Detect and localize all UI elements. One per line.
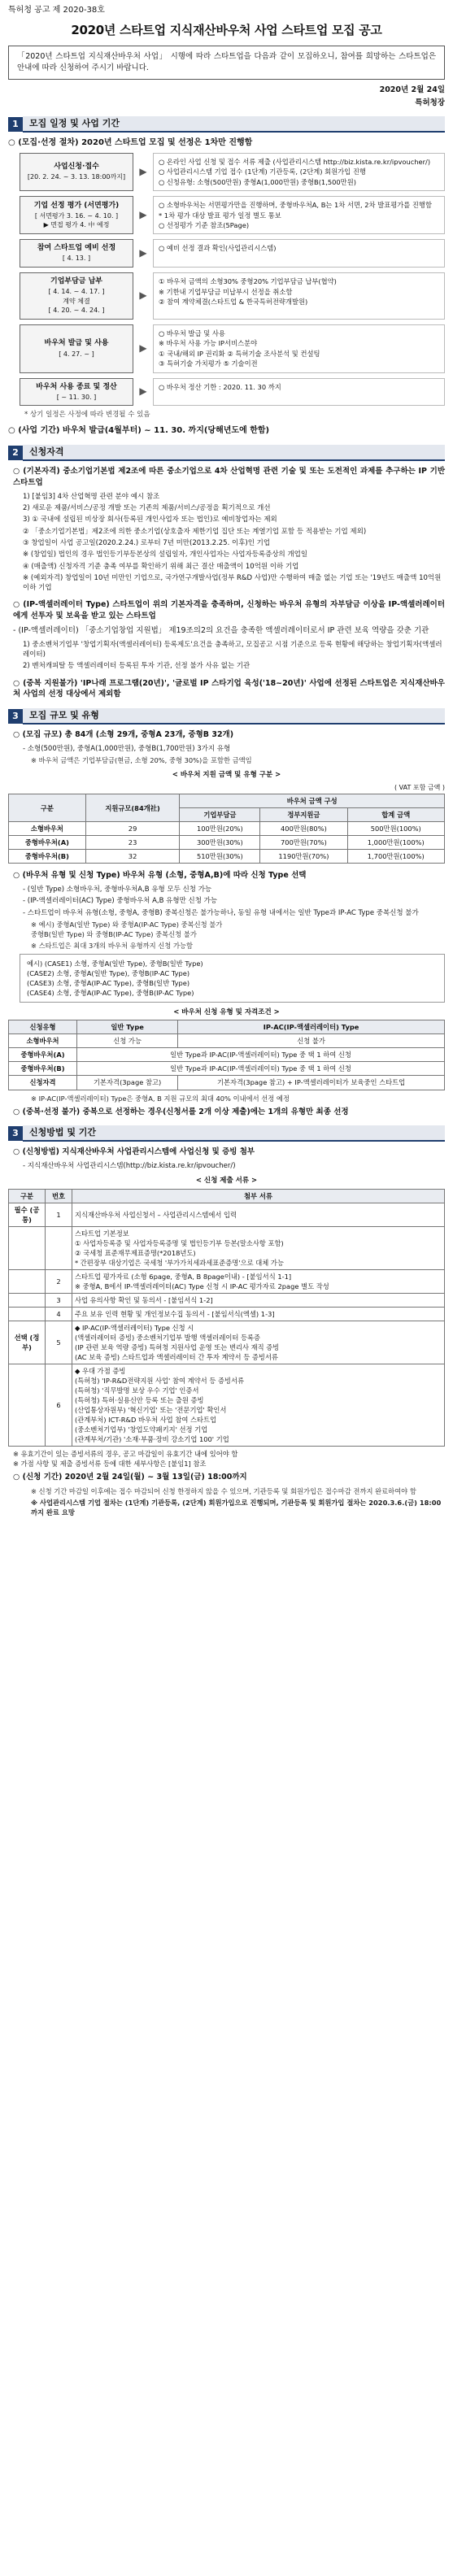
- table-row: [9, 1307, 445, 1321]
- table-cell: 1,700만원(100%): [347, 850, 445, 864]
- step-label: 바우처 발급 및 사용: [44, 339, 109, 348]
- flow-step: [20, 272, 445, 320]
- step-box: [20, 272, 133, 320]
- step-date: [ 4. 14. ~ 4. 17. ] 계약 체결 [ 4. 20. ~ 4. 24. ]: [48, 288, 105, 315]
- table-row: [9, 1321, 445, 1364]
- step-date: [ 4. 13. ]: [62, 255, 91, 263]
- table-cell: 23: [85, 836, 180, 850]
- table-cell: 500만원(100%): [347, 822, 445, 836]
- flow-note: * 상기 일정은 사정에 따라 변경될 수 있음: [24, 411, 150, 420]
- table-cell: 중형바우처(B): [9, 1062, 77, 1076]
- voucher-note: ※ 바우처 금액은 기업부담금(현금, 소형 20%, 중형 30%)을 포함한 금액임: [31, 756, 252, 765]
- arrow-right-icon: ▶: [139, 209, 147, 221]
- table-cell: 필수 (공통): [9, 1203, 46, 1226]
- table-cell: 510만원(30%): [180, 850, 260, 864]
- section-2-header: [8, 445, 445, 461]
- eligibility-item: ④ (매출액) 신청자격 기준 충족 여부를 확인하기 위해 최근 결산 매출액이 10억원 이하 기업: [23, 562, 299, 571]
- general-type: - (일반 Type) 소형바우처, 중형바우처A,B 유형 모두 신청 가능: [23, 886, 212, 894]
- table-cell: 선택 (정부): [9, 1321, 46, 1364]
- arrow-right-icon: ▶: [139, 385, 147, 398]
- step-box: [20, 196, 133, 234]
- table-row: [9, 1293, 445, 1307]
- table-header: 일반 Type: [77, 1020, 178, 1034]
- table-cell: 1: [46, 1203, 72, 1226]
- recruit-scale: ○ (모집 규모) 총 84개 (소형 29개, 중형A 23개, 중형B 32개): [13, 730, 234, 740]
- apply-system-link[interactable]: - 지식재산바우처 사업관리시스템(http://biz.kista.re.kr/ipvoucher/): [23, 1162, 236, 1171]
- notice-number: 특허청 공고 제 2020-38호: [8, 6, 105, 15]
- table-cell: 지식재산바우처 사업신청서 – 사업관리시스템에서 입력: [72, 1203, 445, 1226]
- table-cell: 주요 보유 인력 현황 및 개인정보수집 동의서 - [붙임서식(엑셀) 1-3]: [72, 1307, 445, 1321]
- section-1-header: [8, 116, 445, 133]
- eligibility-item: ③ 창업일이 사업 공고일(2020.2.24.) 로부터 7년 미만(2013.2.25. 이후)인 기업: [23, 538, 271, 547]
- table-cell: [9, 1364, 46, 1446]
- table-cell: 1190만원(70%): [260, 850, 347, 864]
- table-row: [9, 1034, 445, 1048]
- closing-note: ※ 사업관리시스템 기업 절차는 (1단계) 기관등록, (2단계) 회원가입으로 진행되며, 기관등록 및 회원가입 절차는 2020.3.6.(금) 18:00까지 완료 요망: [31, 1498, 442, 1516]
- table-caption: < 바우처 신청 유형 및 자격조건 >: [173, 1008, 280, 1017]
- section-number: 2: [8, 446, 23, 460]
- arrow-right-icon: ▶: [139, 289, 147, 302]
- table-row: [9, 836, 445, 850]
- ac-item: 2) 벤처캐피탈 등 액셀러레이터 등록된 투자 기관, 선정 불가 사유 없는 기관: [23, 662, 250, 671]
- type-examples: ※ 예시) 중형A(일반 Type) 와 중형A(IP-AC Type) 중복신청 불가 중형B(일반 Type) 와 중형B(IP-AC Type) 중복신청 불가: [31, 920, 223, 939]
- table-cell: 1,000만원(100%): [347, 836, 445, 850]
- agency-name: 특허청장: [415, 98, 445, 107]
- table-cell: 기본자격(3page 참고): [77, 1076, 178, 1090]
- apply-period: ○ (신청 기간) 2020년 2월 24일(월) ~ 3월 13일(금) 18:00까지: [13, 1473, 247, 1482]
- eligibility-item: ② 「중소기업기본법」제2조에 의한 중소기업(상호출자 제한기업 집단 또는 계열기업 포함 등 적용받는 기업 제외): [23, 527, 367, 536]
- table-cell: 일반 Type과 IP-AC(IP-액셀러레이터) Type 중 택 1 하여 신청: [77, 1062, 445, 1076]
- step-label: 참여 스타트업 예비 선정: [37, 244, 116, 253]
- table-cell: [9, 1226, 46, 1269]
- arrow-right-icon: ▶: [139, 342, 147, 355]
- section-title: 모집 규모 및 유형: [23, 708, 445, 724]
- schedule-flow: [20, 153, 445, 406]
- section-4-header: [8, 1125, 445, 1142]
- table-cell: 신청 불가: [178, 1034, 445, 1048]
- flow-step: [20, 153, 445, 191]
- table-row: [9, 1062, 445, 1076]
- ac-item: 1) 중소벤처기업부 '창업기획자(액셀러레이터) 등록제도'요건을 충족하고, 모집공고 시점 기준으로 등록 현황에 해당하는 창업기획자(액셀러레이터): [23, 640, 442, 659]
- step-date: [ 서면평가 3. 16. ~ 4. 10. ] ▶ 면접 평가 4. 中 예정: [34, 211, 119, 229]
- step-description: ○ 예비 선정 결과 확인(사업관리시스템): [153, 239, 445, 268]
- table-cell: ◆ 우대 가점 증빙 (특허청) 'IP-R&D전략지원 사업' 참여 계약서 등 증빙서류 (특허청) '직무발명 보상 우수 기업' 인증서 (특허청) 특허·실용신안 등록 또는 출원 증빙 (산업통상자원부) '혁신기업' 또는 '전문기업' 확인서 (관계부처) ICT-R&D 바우처 사업 참여 스타트업 (중소벤처기업부) '창업도약패키지' 선정 기업 (관계부처/기관) '소재·부품·장비 강소기업 100' 기업: [72, 1364, 445, 1446]
- table-row: [9, 1048, 445, 1062]
- table-header: 정부지원금: [260, 808, 347, 822]
- step-box: [20, 324, 133, 373]
- table-cell: 신청 가능: [77, 1034, 178, 1048]
- table-header: 합계 금액: [347, 808, 445, 822]
- flow-step: [20, 196, 445, 234]
- table-cell: 400만원(80%): [260, 822, 347, 836]
- step-date: [20. 2. 24. ~ 3. 13. 18:00까지]: [27, 173, 126, 181]
- table-cell: 4: [46, 1307, 72, 1321]
- table-header: 구분: [9, 794, 86, 822]
- table-cell: [9, 1293, 46, 1307]
- apply-method: ○ (신청방법) 지식재산바우처 사업관리시스템에 사업신청 및 증빙 첨부: [13, 1147, 255, 1157]
- step-description: ○ 바우처 정산 기한 : 2020. 11. 30 까지: [153, 378, 445, 407]
- table-cell: 기본자격(3page 참고) + IP-액셀러레이터가 보육중인 스타트업: [178, 1076, 445, 1090]
- step-description: ○ 바우처 발급 및 사용 ※ 바우처 사용 가능 IP서비스분야 ① 국내/해외 IP 권리화 ② 특허기술 조사분석 및 컨설팅 ③ 특허기술 가치평가 ⑤ 기술이전: [153, 324, 445, 373]
- section-title: 신청자격: [23, 445, 445, 461]
- step-description: ○ 소형바우처는 서면평가만을 진행하며, 중형바우처A, B는 1차 서면, 2차 발표평가를 진행함 * 1차 평가 대상 발표 평가 일정 별도 통보 ○ 선정평가 기준 참조(5Page): [153, 196, 445, 234]
- step-date: [ 4. 27. ~ ]: [59, 350, 94, 358]
- step-description: ① 바우처 금액의 소형30% 중형20% 기업부담금 납부(협약) ※ 기한내 기업부담금 미납부시 선정을 취소함 ② 참여 계약체결(스타트업 & 한국특허전략개발원): [153, 272, 445, 320]
- step-description: ○ 온라인 사업 신청 및 접수 서류 제출 (사업관리시스템 http://biz.kista.re.kr/ipvoucher/) ○ 사업관리시스템 기업 접수 (1단계) 기관등록, (2단계) 회원가입 진행 ○ 신청유형: 소형(500만원) 중형A(1,000만원) 중형B(1,500만원): [153, 153, 445, 191]
- voucher-types: - 소형(500만원), 중형A(1,000만원), 중형B(1,700만원) 3가지 유형: [23, 744, 231, 753]
- eligibility-item: 1) [붙임3] 4차 산업혁명 관련 분야 예시 참조: [23, 492, 160, 501]
- table-row: [9, 1076, 445, 1090]
- table-cell: 3: [46, 1293, 72, 1307]
- page-title: 2020년 스타트업 지식재산바우처 사업 스타트업 모집 공고: [71, 22, 382, 37]
- table-cell: 32: [85, 850, 180, 864]
- step-date: [ ~ 11. 30. ]: [56, 393, 97, 401]
- table-cell: 29: [85, 822, 180, 836]
- table-row: [9, 850, 445, 864]
- eligibility-item: ※ (창업일) 법인의 경우 법인등기부등본상의 설립일자, 개인사업자는 사업자등록증상의 개업일: [23, 550, 308, 559]
- step-label: 기업 선정 평가 (서면평가): [33, 201, 120, 210]
- table-cell: 700만원(70%): [260, 836, 347, 850]
- table-unit: ( VAT 포함 금액 ): [394, 783, 445, 791]
- section-number: 3: [8, 1126, 23, 1141]
- period-note: ※ 신청 기간 마감일 이후에는 접수 마감되어 신청 한정하지 않을 수 있으며, 기관등록 및 회원가입은 접수마감 전까지 완료하여야 함: [31, 1486, 416, 1495]
- table-cell: 사업 유의사항 확인 및 동의서 - [붙임서식 1-2]: [72, 1293, 445, 1307]
- step-box: [20, 378, 133, 407]
- table-row: [9, 822, 445, 836]
- table-row: [9, 1203, 445, 1226]
- arrow-right-icon: ▶: [139, 165, 147, 177]
- max-types-note: ※ 스타트업은 최대 3개의 바우처 유형까지 신청 가능함: [31, 942, 194, 951]
- section-number: 1: [8, 117, 23, 132]
- period-text: ○ (사업 기간) 바우처 발급(4월부터) ~ 11. 30. 까지(당해년도에 한함): [8, 425, 270, 435]
- table-note: ※ IP-AC(IP-액셀러레이터) Type은 중형A, B 지원 규모의 최대 40% 이내에서 선정 예정: [31, 1094, 290, 1103]
- table-header: 첨부 서류: [72, 1189, 445, 1203]
- step-label: 사업신청·접수: [54, 163, 99, 172]
- table-cell: 소형바우처: [9, 822, 86, 836]
- table-header: IP-AC(IP-액셀러레이터) Type: [178, 1020, 445, 1034]
- table-cell: 소형바우처: [9, 1034, 77, 1048]
- table-row: [9, 1269, 445, 1293]
- flow-heading: ○ (모집·선정 절차) 2020년 스타트업 모집 및 선정은 1차만 진행함: [8, 138, 253, 148]
- table-cell: 2: [46, 1269, 72, 1293]
- table-cell: [9, 1307, 46, 1321]
- ac-items: [8, 640, 445, 672]
- table-caption: < 바우처 지원 금액 및 유형 구분 >: [172, 771, 281, 780]
- step-box: [20, 153, 133, 191]
- step-label: 기업부담금 납부: [50, 277, 102, 286]
- duplicate-restriction: ○ (중복 지원불가) 'IP나래 프로그램(20년)', '글로벌 IP 스타기업 육성('18~20년)' 사업에 선정된 스타트업은 지식재산바우처 사업의 선정 대상에서 제외함: [13, 678, 445, 699]
- eligibility-item: ※ (예외자격) 창업일이 10년 미만인 기업으로, 국가연구개발사업(정부 R&D 사업)만 수행하여 매출 없는 기업 또는 '19년도 매출액 10억원 이하 기업: [23, 573, 442, 593]
- arrow-right-icon: ▶: [139, 247, 147, 259]
- notice-date: 2020년 2월 24일: [379, 85, 445, 94]
- table-header: 번호: [46, 1189, 72, 1203]
- flow-step: [20, 239, 445, 268]
- eligibility-item: 2) 새로운 제품/서비스/공정 개발 또는 기존의 제품/서비스/공정을 획기적으로 개선: [23, 503, 271, 512]
- duplicate-selection: ○ (중복·선정 불가) 중복으로 선정하는 경우(신청서를 2개 이상 제출)에는 1개의 유형만 최종 선정: [13, 1107, 349, 1116]
- table-caption: < 신청 제출 서류 >: [195, 1177, 258, 1186]
- table-cell: 중형바우처(B): [9, 850, 86, 864]
- table-cell: 6: [46, 1364, 72, 1446]
- table-cell: 중형바우처(A): [9, 1048, 77, 1062]
- table-cell: 스타트업 평가자료 (소형 6page, 중형A, B 8page이내) - [붙임서식 1-1] ※ 중형A, B에서 IP-액셀러레이터(AC) Type 신청 시 IP-AC 평가자료 2page 별도 작성: [72, 1269, 445, 1293]
- flow-step: [20, 378, 445, 407]
- table-header: 기업부담금: [180, 808, 260, 822]
- step-label: 바우처 사용 종료 및 정산: [36, 382, 117, 391]
- table-header: 구분: [9, 1189, 46, 1203]
- table-row: [9, 1364, 445, 1446]
- table-cell: 스타트업 기본정보 ① 사업자등록증 및 사업자등록증명 및 법인등기부 등본(말소사항 포함) ② 국세청 표준재무제표증명(*2018년도) * 간편장부 대상기업은 국세청 '부가가치세과세표준증명'으로 대체 가능: [72, 1226, 445, 1269]
- intro-box: 「2020년 스타트업 지식재산바우처 사업」 시행에 따라 스타트업을 다음과 같이 모집하오니, 참여를 희망하는 스타트업은 안내에 따라 신청하여 주시기 바랍니다.: [8, 46, 445, 80]
- basic-eligibility: ○ (기본자격) 중소기업기본법 제2조에 따른 중소기업으로 4차 산업혁명 관련 기술 및 또는 도전적인 과제를 추구하는 IP 기반 스타트업: [13, 467, 445, 487]
- table-cell: 100만원(20%): [180, 822, 260, 836]
- case-examples: 예시) (CASE1) 소형, 중형A(일반 Type), 중형B(일반 Type) (CASE2) 소형, 중형A(일반 Type), 중형B(IP-AC Type) (CASE3) 소형, 중형A(IP-AC Type), 중형B(일반 Type) (CASE4) 소형, 중형A(IP-AC Type), 중형B(IP-AC Type): [20, 954, 445, 1003]
- voucher-amount-table: [8, 794, 445, 864]
- section-title: 신청방법 및 기간: [23, 1125, 445, 1142]
- documents-table: [8, 1189, 445, 1447]
- table-header: 신청유형: [9, 1020, 77, 1034]
- table-cell: 신청자격: [9, 1076, 77, 1090]
- ac-type: - (IP-액셀러레이터(AC) Type) 중형바우처 A,B 유형만 신청 가능: [23, 897, 218, 906]
- documents-note: ※ 유효기간이 있는 증빙서류의 경우, 공고 마감일이 유효기간 내에 있어야 함 ※ 가점 사항 및 제출 증빙서류 등에 대한 세부사항은 [붙임1] 참조: [13, 1450, 238, 1469]
- step-box: [20, 239, 133, 268]
- notice-page: [8, 5, 445, 1517]
- table-cell: [46, 1226, 72, 1269]
- type-selection: ○ (바우처 유형 및 신청 Type) 바우처 유형 (소형, 중형A,B)에 따라 신청 Type 선택: [13, 871, 307, 881]
- table-header: 지원규모(84개社): [85, 794, 180, 822]
- table-cell: 일반 Type과 IP-AC(IP-액셀러레이터) Type 중 택 1 하여 신청: [77, 1048, 445, 1062]
- table-cell: ◆ IP-AC(IP-액셀러레이터) Type 신청 시 (액셀러레이터 증빙) 중소벤처기업부 발행 액셀러레이터 등록증 (IP 관련 보육 역량 증빙) 특허청 지원사업 운영 또는 변리사 재직 증빙 (AC 보육 증빙) 스타트업과 액셀러레이터 간 투자 계약서 등 증빙서류: [72, 1321, 445, 1364]
- section-number: 3: [8, 709, 23, 724]
- table-header: 바우처 금액 구성: [180, 794, 445, 808]
- type-qualification-table: [8, 1020, 445, 1090]
- section-title: 모집 일정 및 사업 기간: [23, 116, 445, 133]
- eligibility-item: 3) ① 국내에 설립된 비상장 회사(등록된 개인사업자 또는 법인)로 예비창업자는 제외: [23, 516, 277, 524]
- table-cell: [9, 1269, 46, 1293]
- table-cell: 중형바우처(A): [9, 836, 86, 850]
- section-3-header: [8, 708, 445, 724]
- ac-definition: - (IP-액셀러레이터) 「중소기업창업 지원법」 제19조의2의 요건을 충족한 액셀러레이터로서 IP 관련 보육 역량을 갖춘 기관: [13, 625, 429, 635]
- table-cell: 300만원(30%): [180, 836, 260, 850]
- eligibility-items: [8, 492, 445, 594]
- type-rule: - 스타트업이 바우처 유형(소형, 중형A, 중형B) 중복신청은 불가능하나, 동일 유형 내에서는 일반 Type과 IP-AC Type 중복신청 불가: [23, 908, 419, 917]
- ac-type-eligibility: ○ (IP-액셀러레이터 Type) 스타트업이 위의 기본자격을 충족하며, 신청하는 바우처 유형의 자부담금 이상을 IP-액셀러레이터에게 선투자 및 보육을 받고 있는 스타트업: [13, 600, 445, 621]
- table-row: [9, 1226, 445, 1269]
- table-cell: 5: [46, 1321, 72, 1364]
- flow-step: [20, 324, 445, 373]
